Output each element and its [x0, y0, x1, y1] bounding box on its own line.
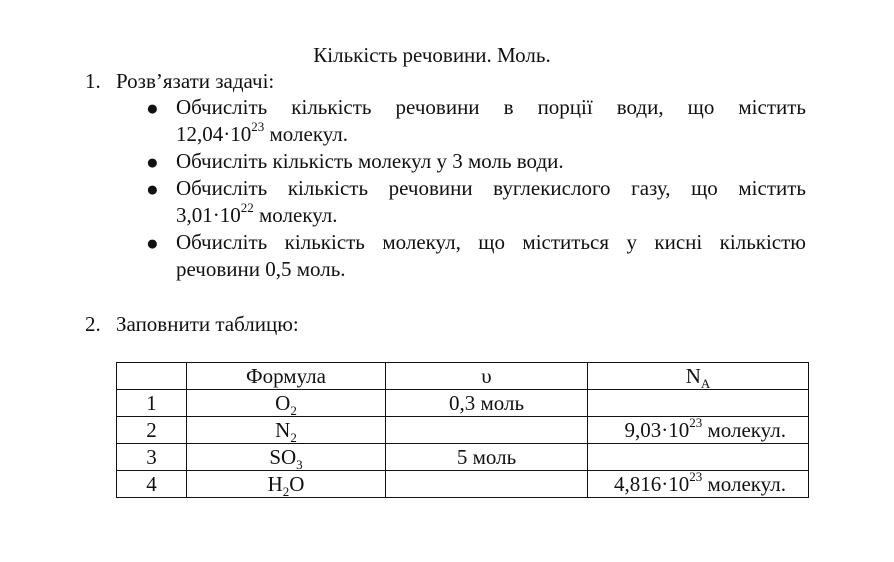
- formula-subscript: 2: [290, 403, 297, 417]
- table-row: [117, 417, 809, 444]
- header-na-base: N: [685, 364, 701, 388]
- count-exponent: 23: [689, 416, 703, 430]
- header-cell-formula: Формула: [187, 363, 386, 390]
- formula-subscript: 3: [296, 457, 303, 471]
- count-exponent: 23: [689, 470, 703, 484]
- bullet-icon: ●: [146, 150, 159, 174]
- task-item-4: [176, 229, 806, 283]
- task-item-3-exponent: 22: [240, 200, 254, 215]
- task-item-1-line-1: Обчисліть кількість речовини в порції води, що містить: [176, 95, 806, 119]
- amount-cell: 5 моль: [386, 444, 588, 471]
- task-item-3-line-2: [176, 202, 806, 229]
- header-cell-index: [117, 363, 187, 390]
- bullet-icon: ●: [146, 231, 159, 255]
- task-item-3-number: 3,01·10: [176, 203, 241, 227]
- task-item-4-line-2: речовини 0,5 моль.: [176, 257, 346, 281]
- row-index-cell: 3: [117, 444, 187, 471]
- molecule-count-cell: [588, 471, 809, 498]
- formula-cell: [187, 390, 386, 417]
- molecule-count-cell: [588, 390, 809, 417]
- task-item-4-line-1: Обчисліть кількість молекул, що міститься у кисні кількістю: [176, 230, 806, 254]
- section-2-number: 2.: [85, 312, 101, 336]
- table-row: [117, 471, 809, 498]
- amount-cell: [386, 471, 588, 498]
- task-item-1-exponent: 23: [251, 119, 265, 134]
- formula-subscript: 2: [290, 430, 297, 444]
- formula-base: H: [267, 472, 283, 496]
- count-unit: молекул.: [702, 418, 786, 442]
- section-1-number: 1.: [85, 69, 101, 93]
- document-title: Кількість речовини. Моль.: [313, 43, 551, 67]
- count-number: 9,03·10: [624, 418, 690, 442]
- task-item-1-unit: молекул.: [264, 122, 349, 146]
- header-cell-amount: υ: [386, 363, 588, 390]
- section-2-heading: Заповнити таблицю:: [116, 312, 299, 336]
- formula-base: O: [275, 391, 291, 415]
- formula-tail: O: [289, 472, 305, 496]
- table-header-row: [117, 363, 809, 390]
- task-item-1: [176, 94, 806, 148]
- count-unit: молекул.: [702, 472, 786, 496]
- task-item-1-line-2: [176, 121, 806, 148]
- task-item-2-line-1: Обчисліть кількість молекул у 3 моль води.: [176, 149, 564, 173]
- task-item-2: [176, 148, 806, 175]
- header-na-subscript: A: [700, 376, 711, 390]
- header-cell-molecule-count: [588, 363, 809, 390]
- bullet-icon: ●: [146, 96, 159, 120]
- task-item-3: [176, 175, 806, 229]
- table-row: [117, 390, 809, 417]
- molecule-count-cell: [588, 444, 809, 471]
- row-index-cell: 4: [117, 471, 187, 498]
- formula-cell: [187, 444, 386, 471]
- bullet-icon: ●: [146, 177, 159, 201]
- table-row: [117, 444, 809, 471]
- formula-base: SO: [269, 445, 297, 469]
- molecule-count-cell: [588, 417, 809, 444]
- task-item-3-unit: молекул.: [253, 203, 338, 227]
- formula-cell: [187, 417, 386, 444]
- formula-subscript: 2: [282, 484, 290, 498]
- amount-cell: 0,3 моль: [386, 390, 588, 417]
- amount-cell: [386, 417, 588, 444]
- section-1-heading: Розв’язати задачі:: [116, 69, 275, 93]
- task-item-3-line-1: Обчисліть кількість речовини вуглекислого газу, що містить: [176, 176, 806, 200]
- row-index-cell: 1: [117, 390, 187, 417]
- count-number: 4,816·10: [613, 472, 690, 496]
- formula-base: N: [275, 418, 291, 442]
- formula-cell: [187, 471, 386, 498]
- task-item-1-number: 12,04·10: [176, 122, 252, 146]
- row-index-cell: 2: [117, 417, 187, 444]
- fill-in-table: [116, 362, 809, 498]
